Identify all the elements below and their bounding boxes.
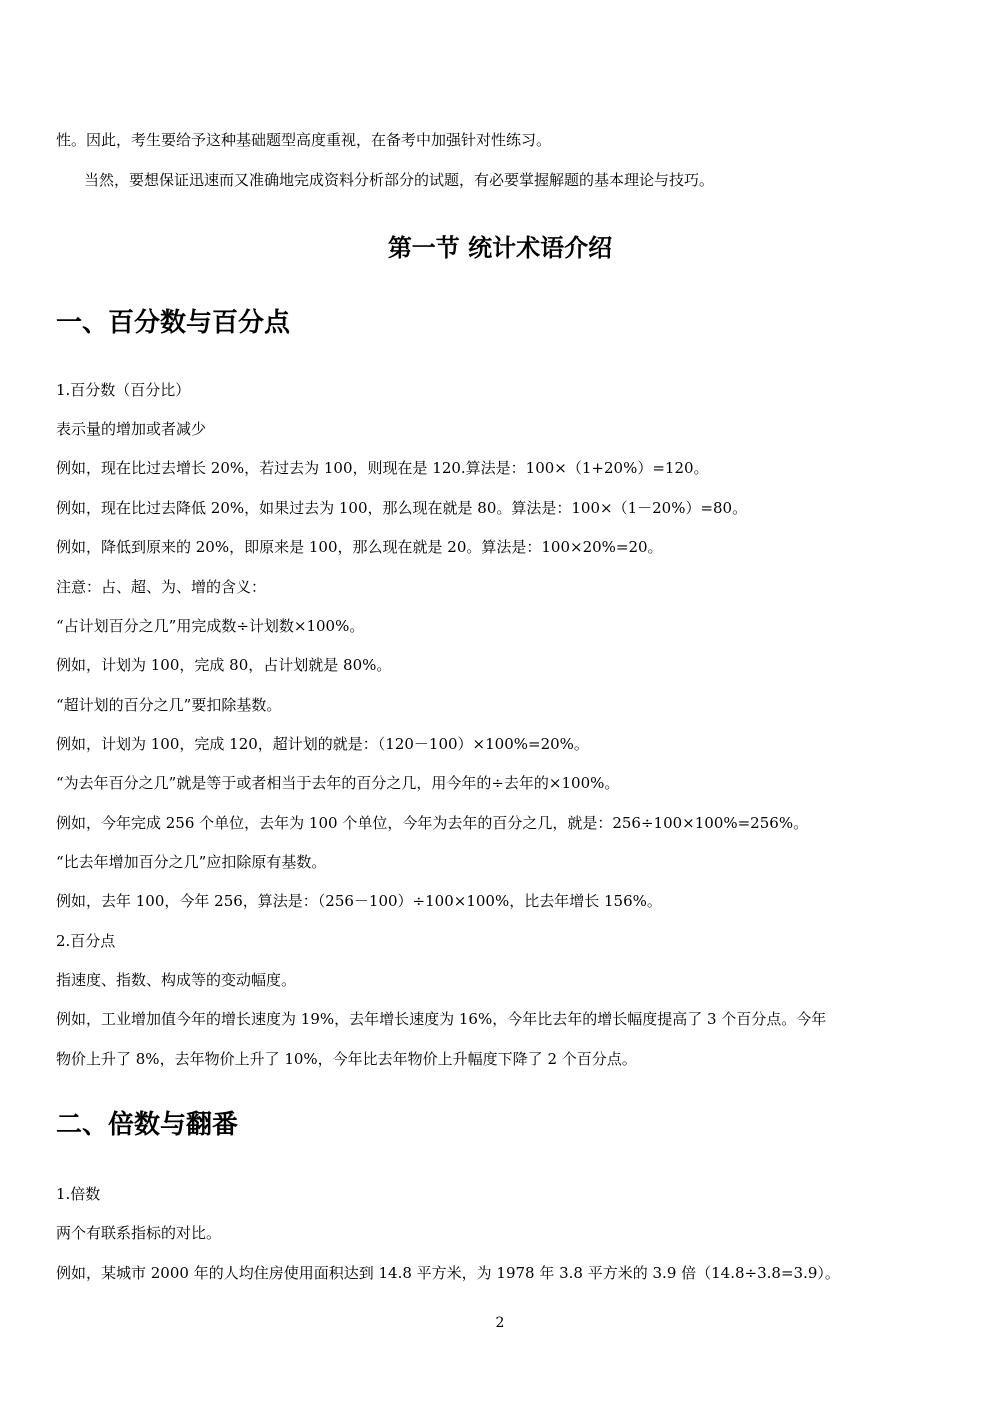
example-line: 例如，某城市 2000 年的人均住房使用面积达到 14.8 平方米，为 1978 年 3.8 平方米的 3.9 倍（14.8÷3.8=3.9）。 bbox=[56, 1264, 840, 1282]
note-line: 注意：占、超、为、增的含义： bbox=[56, 578, 267, 596]
text-line: 两个有联系指标的对比。 bbox=[56, 1224, 222, 1242]
section-title: 第一节 统计术语介绍 bbox=[387, 234, 613, 262]
page-number: 2 bbox=[495, 1315, 505, 1331]
example-line: 例如，计划为 100，完成 120，超计划的就是：（120－100）×100%=20%。 bbox=[56, 735, 589, 753]
intro-paragraph-continuation: 性。因此，考生要给予这种基础题型高度重视，在备考中加强针对性练习。 bbox=[56, 131, 552, 149]
text-line: “超计划的百分之几”要扣除基数。 bbox=[56, 696, 282, 714]
text-line: “占计划百分之几”用完成数÷计划数×100%。 bbox=[56, 617, 365, 635]
heading-multiple: 二、倍数与翻番 bbox=[56, 1110, 239, 1140]
example-line-continuation: 物价上升了 8%，去年物价上升了 10%，今年比去年物价上升幅度下降了 2 个百分点。 bbox=[56, 1050, 637, 1068]
example-line: 例如，今年完成 256 个单位，去年为 100 个单位，今年为去年的百分之几，就是：256÷100×100%=256%。 bbox=[56, 814, 809, 832]
example-line: 例如，现在比过去降低 20%，如果过去为 100，那么现在就是 80。算法是：100×（1－20%）=80。 bbox=[56, 499, 748, 517]
text-line: “为去年百分之几”就是等于或者相当于去年的百分之几，用今年的÷去年的×100%。 bbox=[56, 774, 620, 792]
example-line: 例如，工业增加值今年的增长速度为 19%，去年增长速度为 16%，今年比去年的增长幅度提高了 3 个百分点。今年 bbox=[56, 1010, 827, 1028]
example-line: 例如，计划为 100，完成 80，占计划就是 80%。 bbox=[56, 656, 392, 674]
subheading-percentage: 1.百分数（百分比） bbox=[56, 381, 191, 399]
example-line: 例如，去年 100，今年 256，算法是：（256－100）÷100×100%，比去年增长 156%。 bbox=[56, 892, 662, 910]
example-line: 例如，降低到原来的 20%，即原来是 100，那么现在就是 20。算法是：100×20%=20。 bbox=[56, 538, 663, 556]
subheading-percentage-point: 2.百分点 bbox=[56, 932, 116, 950]
text-line: 指速度、指数、构成等的变动幅度。 bbox=[56, 971, 297, 989]
text-line: “比去年增加百分之几”应扣除原有基数。 bbox=[56, 853, 327, 871]
heading-percent: 一、百分数与百分点 bbox=[56, 308, 291, 338]
intro-paragraph: 当然，要想保证迅速而又准确地完成资料分析部分的试题，有必要掌握解题的基本理论与技巧。 bbox=[84, 171, 715, 189]
subheading-multiple: 1.倍数 bbox=[56, 1185, 101, 1203]
example-line: 例如，现在比过去增长 20%，若过去为 100，则现在是 120.算法是：100×（1+20%）=120。 bbox=[56, 459, 709, 477]
text-line: 表示量的增加或者减少 bbox=[56, 420, 207, 438]
